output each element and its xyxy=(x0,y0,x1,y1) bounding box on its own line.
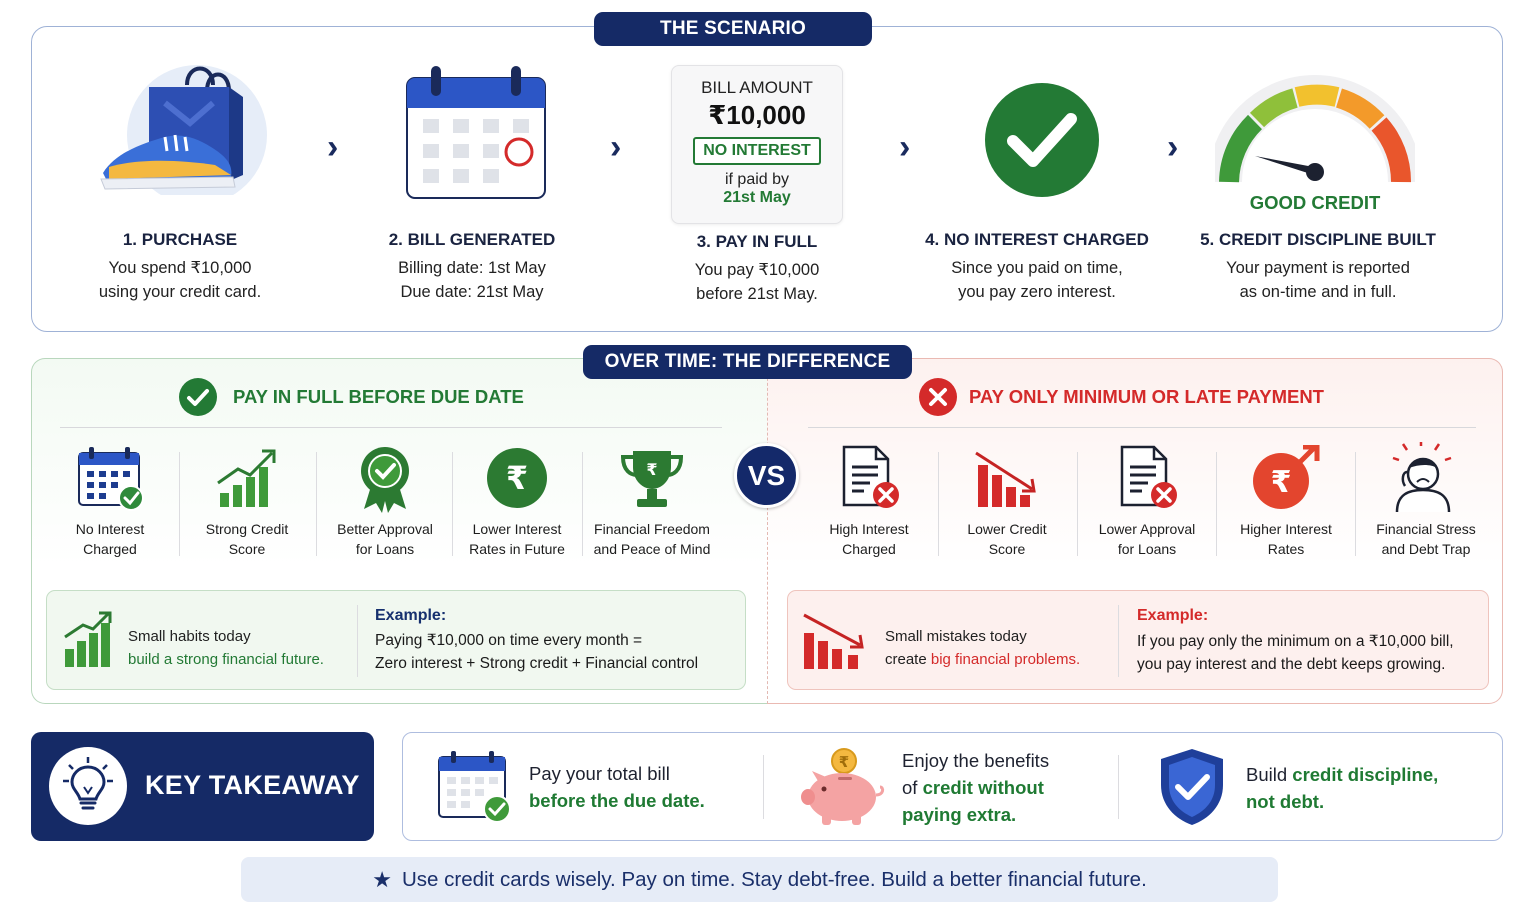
footer-banner xyxy=(241,857,1278,902)
feature-label: Financial Freedom and Peace of Mind xyxy=(593,521,711,557)
scenario-title: THE SCENARIO xyxy=(594,12,872,46)
step-description: Since you paid on time, you pay zero interest. xyxy=(951,259,1123,301)
feature-higher-interest xyxy=(1220,443,1352,559)
takeaway-item-discipline: Build credit discipline, not debt. xyxy=(1246,764,1439,812)
scenario-step-purchase xyxy=(50,230,310,304)
star-icon: ★ xyxy=(372,866,392,892)
scenario-step-credit-discipline xyxy=(1188,230,1448,304)
feature-lower-interest xyxy=(451,443,583,559)
feature-lower-credit xyxy=(941,443,1073,559)
divider xyxy=(938,452,939,556)
divider xyxy=(1355,452,1356,556)
feature-label: Better Approval for Loans xyxy=(337,521,433,557)
svg-text:₹: ₹ xyxy=(505,459,529,497)
shopping-bag-sneaker-icon xyxy=(95,55,275,195)
lightbulb-icon xyxy=(49,747,127,825)
feature-lower-approval xyxy=(1081,443,1213,559)
divider xyxy=(1216,452,1217,556)
bill-amount-value: ₹10,000 xyxy=(708,100,806,130)
chevron-right-icon: › xyxy=(327,128,339,166)
bad-habits-note xyxy=(787,590,1489,690)
divider xyxy=(1118,605,1119,677)
trophy-icon xyxy=(619,445,685,511)
svg-text:₹: ₹ xyxy=(646,460,658,479)
stressed-person-icon xyxy=(1391,442,1461,514)
paid-by-label: if paid by xyxy=(724,171,790,188)
good-credit-label: GOOD CREDIT xyxy=(1249,192,1381,213)
scenario-step-no-interest xyxy=(907,230,1167,304)
feature-high-interest xyxy=(803,443,935,559)
feature-better-approval xyxy=(319,443,451,559)
step-title: 4. NO INTEREST CHARGED xyxy=(925,230,1149,249)
divider xyxy=(60,427,722,428)
takeaway-item-benefits: Enjoy the benefits of credit without paying extra. xyxy=(902,750,1050,825)
example-text: Paying ₹10,000 on time every month = Zero interest + Strong credit + Financial control xyxy=(375,632,699,672)
key-takeaway-panel xyxy=(31,732,374,841)
falling-chart-icon xyxy=(972,445,1042,511)
feature-label: Lower Approval for Loans xyxy=(1098,521,1196,557)
chevron-right-icon: › xyxy=(1167,128,1179,166)
step-description: You pay ₹10,000 before 21st May. xyxy=(694,261,820,303)
footer-text: Use credit cards wisely. Pay on time. Stay debt-free. Build a better financial future. xyxy=(401,867,1147,891)
divider xyxy=(357,605,358,677)
rupee-up-arrow-icon xyxy=(1251,445,1321,511)
shield-check-icon xyxy=(1157,747,1227,827)
step-title: 5. CREDIT DISCIPLINE BUILT xyxy=(1200,230,1436,249)
feature-label: Financial Stress and Debt Trap xyxy=(1376,521,1476,557)
rising-chart-icon xyxy=(63,611,113,669)
over-time-title: OVER TIME: THE DIFFERENCE xyxy=(583,345,912,379)
note-emphasis: big financial problems. xyxy=(930,651,1081,668)
chevron-right-icon: › xyxy=(610,128,622,166)
rising-chart-icon xyxy=(212,445,282,511)
step-description: You spend ₹10,000 using your credit card. xyxy=(98,259,262,301)
checkmark-circle-icon xyxy=(983,81,1101,199)
check-circle-icon xyxy=(178,377,218,417)
vs-badge: VS xyxy=(734,443,799,508)
divider xyxy=(763,755,764,819)
x-circle-icon xyxy=(918,377,958,417)
feature-label: High Interest Charged xyxy=(829,521,909,557)
step-description: Your payment is reported as on-time and in full. xyxy=(1226,259,1410,301)
feature-no-interest xyxy=(44,443,176,559)
step-title: 2. BILL GENERATED xyxy=(388,230,556,249)
due-date-label: 21st May xyxy=(723,189,791,206)
note-line: Small mistakes today xyxy=(885,628,1027,645)
note-emphasis: build a strong financial future. xyxy=(128,651,324,668)
falling-chart-icon xyxy=(802,611,868,671)
divider xyxy=(582,452,583,556)
scenario-step-pay-in-full xyxy=(627,232,887,306)
step-title: 3. PAY IN FULL xyxy=(696,232,818,251)
pay-in-full-heading: PAY IN FULL BEFORE DUE DATE xyxy=(178,377,524,417)
key-takeaway-title: KEY TAKEAWAY xyxy=(145,770,360,800)
example-heading: Example: xyxy=(375,607,447,624)
takeaway-items-panel xyxy=(402,732,1503,841)
divider xyxy=(316,452,317,556)
feature-label: Strong Credit Score xyxy=(205,521,289,557)
note-line: Small habits today xyxy=(128,628,251,645)
bill-amount-label: BILL AMOUNT xyxy=(701,78,813,97)
chevron-right-icon: › xyxy=(899,128,911,166)
no-interest-badge: NO INTEREST xyxy=(693,137,821,165)
feature-label: Lower Interest Rates in Future xyxy=(469,521,565,557)
bill-amount-card xyxy=(671,65,843,224)
calendar-icon xyxy=(405,64,547,200)
feature-financial-stress xyxy=(1360,443,1492,559)
feature-label: No Interest Charged xyxy=(75,521,145,557)
example-text: If you pay only the minimum on a ₹10,000 bill, you pay interest and the debt keeps growing. xyxy=(1137,633,1454,673)
minimum-payment-heading: PAY ONLY MINIMUM OR LATE PAYMENT xyxy=(918,377,1324,417)
note-line: create xyxy=(885,651,931,668)
award-ribbon-icon xyxy=(354,443,416,513)
svg-text:₹: ₹ xyxy=(1270,465,1292,500)
piggy-bank-icon xyxy=(800,747,886,829)
step-title: 1. PURCHASE xyxy=(122,230,238,249)
document-x-icon xyxy=(1112,443,1182,513)
divider xyxy=(1118,755,1119,819)
feature-strong-credit xyxy=(181,443,313,559)
example-heading: Example: xyxy=(1137,607,1209,624)
rupee-coin-icon xyxy=(486,447,548,509)
scenario-step-bill-generated xyxy=(342,230,602,304)
step-description: Billing date: 1st May Due date: 21st May xyxy=(398,259,546,301)
feature-financial-freedom xyxy=(586,443,718,559)
feature-label: Higher Interest Rates xyxy=(1240,521,1332,557)
divider xyxy=(179,452,180,556)
takeaway-item-pay-bill: Pay your total bill before the due date. xyxy=(529,763,705,811)
calendar-check-icon xyxy=(435,747,515,825)
good-habits-note xyxy=(46,590,746,690)
svg-text:₹: ₹ xyxy=(838,753,850,771)
feature-label: Lower Credit Score xyxy=(967,521,1047,557)
calendar-check-icon xyxy=(75,445,145,511)
divider xyxy=(808,427,1476,428)
credit-gauge-icon xyxy=(1215,70,1415,190)
document-x-icon xyxy=(834,443,904,513)
divider xyxy=(1077,452,1078,556)
